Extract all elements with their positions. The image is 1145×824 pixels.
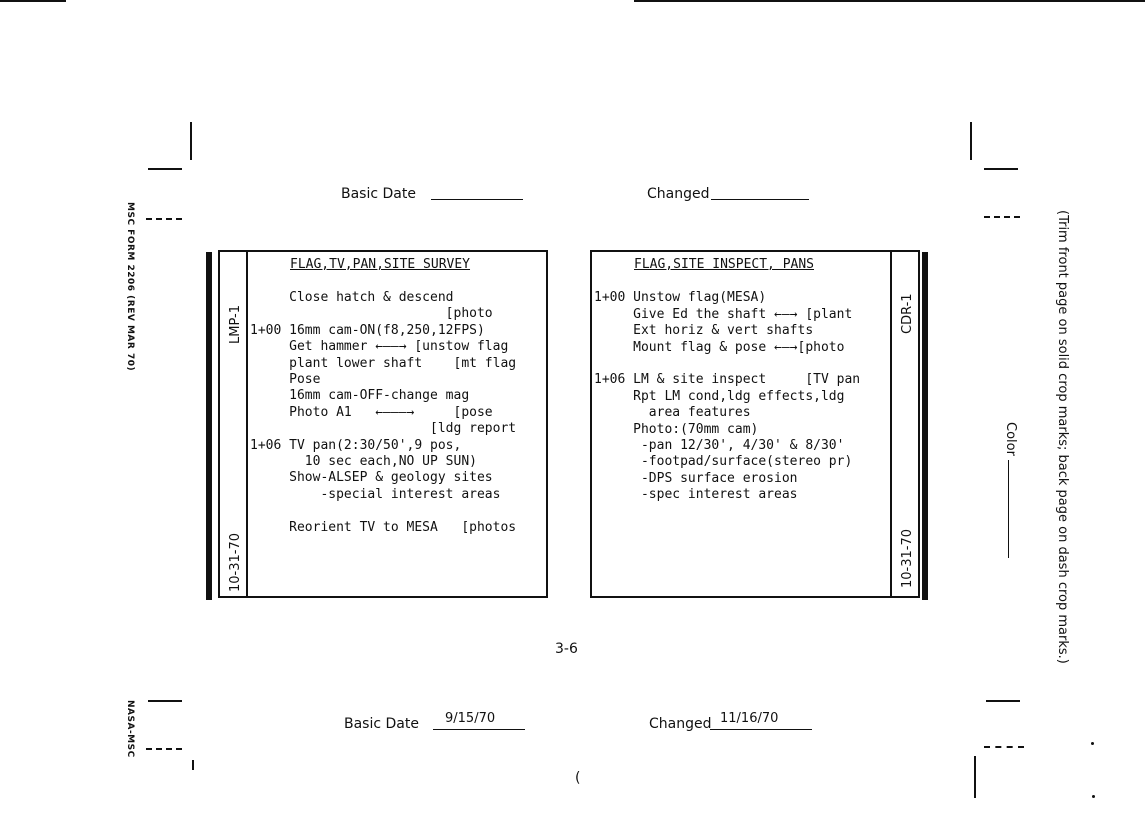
crop-mark — [974, 756, 976, 798]
bottom-changed-field — [710, 729, 812, 730]
form-id: MSC FORM 2206 (REV MAR 70) — [125, 202, 135, 372]
left-line: plant lower shaft [mt flag — [250, 355, 517, 371]
top-right-edge-mark — [634, 0, 1145, 2]
crop-mark-dashed — [984, 746, 1024, 748]
right-line: 1+00 Unstow flag(MESA) — [594, 290, 767, 306]
crop-mark — [192, 760, 194, 770]
top-changed-field — [711, 199, 809, 200]
top-basic-date-field — [431, 199, 523, 200]
bottom-basic-date-field — [433, 729, 525, 730]
right-line: Photo:(70mm cam) — [594, 421, 759, 437]
bottom-changed-label: Changed — [649, 716, 712, 732]
crop-mark — [986, 700, 1020, 702]
left-date-tag: 10-31-70 — [228, 532, 243, 592]
right-line: Ext horiz & vert shafts — [594, 323, 814, 339]
left-card-divider — [246, 252, 248, 596]
right-card-bar — [922, 252, 928, 600]
right-card-title: FLAG,SITE INSPECT, PANS — [634, 257, 815, 272]
left-line: Get hammer ←——→ [unstow flag — [250, 339, 509, 355]
right-date-tag: 10-31-70 — [900, 528, 915, 588]
left-line: Reorient TV to MESA [photos — [250, 519, 517, 535]
right-line: 1+06 LM & site inspect [TV pan — [594, 372, 861, 388]
left-line: [photo — [250, 306, 493, 322]
color-fill-line — [1008, 460, 1009, 558]
left-line: 1+06 TV pan(2:30/50',9 pos, — [250, 437, 462, 453]
top-changed-label: Changed — [647, 186, 710, 202]
org-label: NASA-MSC — [125, 700, 135, 758]
left-line: Show-ALSEP & geology sites — [250, 470, 493, 486]
crop-mark — [970, 122, 972, 160]
bottom-mark: ( — [575, 770, 581, 786]
right-line: -footpad/surface(stereo pr) — [594, 454, 853, 470]
bottom-basic-date-value: 9/15/70 — [445, 711, 496, 726]
left-line: Pose — [250, 372, 321, 388]
top-left-edge-mark — [0, 0, 66, 2]
speck — [1091, 742, 1094, 745]
left-line — [250, 503, 516, 519]
right-line — [594, 356, 860, 372]
right-card-divider — [890, 252, 892, 596]
right-crew-tag: CDR-1 — [900, 293, 915, 334]
right-line: -pan 12/30', 4/30' & 8/30' — [594, 438, 845, 454]
left-card — [218, 250, 548, 598]
left-line: 1+00 16mm cam-ON(f8,250,12FPS) — [250, 322, 485, 338]
crop-mark — [148, 700, 182, 702]
left-line: -special interest areas — [250, 486, 501, 502]
speck — [1092, 795, 1095, 798]
crop-mark-dashed — [146, 748, 182, 750]
top-basic-date-label: Basic Date — [341, 186, 416, 202]
left-line: Photo A1 ←———→ [pose — [250, 404, 493, 420]
right-card — [590, 250, 920, 598]
right-line: area features — [594, 405, 751, 421]
right-line: Rpt LM cond,ldg effects,ldg — [594, 388, 845, 404]
left-line: [ldg report — [250, 421, 517, 437]
left-card-title: FLAG,TV,PAN,SITE SURVEY — [290, 257, 471, 272]
left-line: Close hatch & descend — [250, 290, 454, 305]
right-line: Mount flag & pose ←—→[photo — [594, 339, 845, 355]
crop-mark — [190, 122, 192, 160]
color-label: Color — [1003, 422, 1018, 456]
right-line: Give Ed the shaft ←—→ [plant — [594, 306, 853, 322]
right-line: -spec interest areas — [594, 487, 798, 503]
left-card-bar — [206, 252, 212, 600]
crop-mark — [148, 168, 182, 170]
crop-mark — [984, 168, 1018, 170]
crop-mark-dashed — [984, 216, 1020, 218]
bottom-basic-date-label: Basic Date — [344, 716, 419, 732]
right-card-body — [594, 274, 860, 504]
left-line: 16mm cam-OFF-change mag — [250, 388, 470, 404]
bottom-changed-value: 11/16/70 — [720, 711, 779, 726]
page-number: 3-6 — [555, 641, 578, 657]
crop-mark-dashed — [146, 218, 182, 222]
left-crew-tag: LMP-1 — [228, 305, 243, 344]
right-line — [594, 274, 860, 290]
right-line: -DPS surface erosion — [594, 470, 798, 486]
print-note: (Trim front page on solid crop marks; back page on dash crop marks.) — [1055, 210, 1070, 664]
left-card-body — [250, 290, 516, 536]
left-line: 10 sec each,NO UP SUN) — [250, 454, 477, 470]
